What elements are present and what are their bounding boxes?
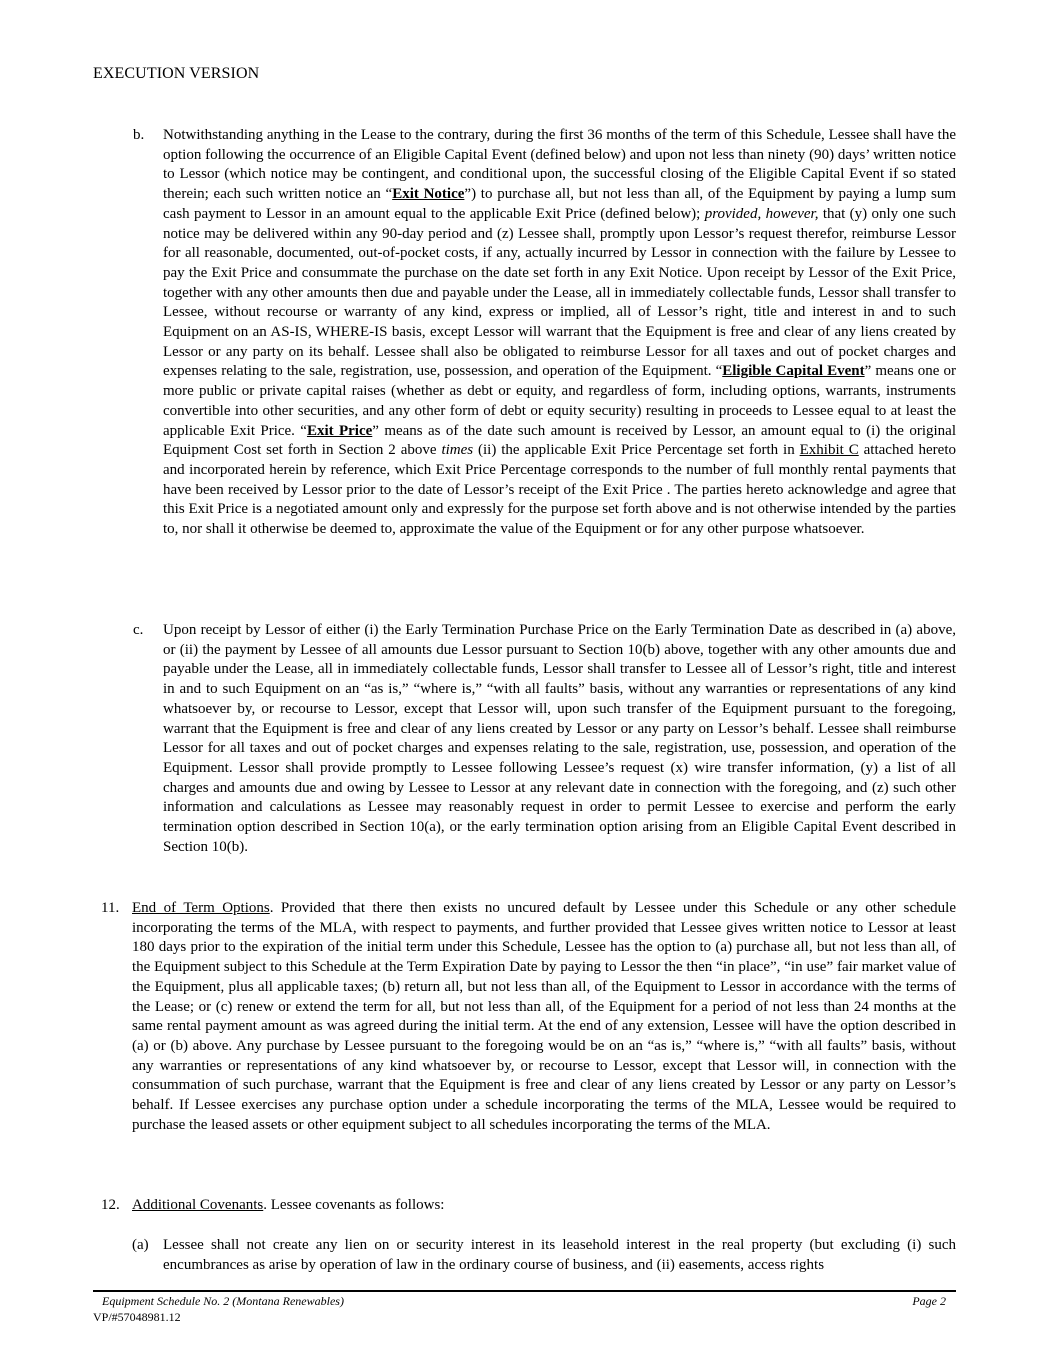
section-11-paragraph [132, 899, 956, 1135]
section-b-paragraph [163, 126, 956, 540]
section-b-text-5: ” means as of the date such amount is received by Lessor, an amount equal to (i) the original Equipment Cost set forth in Section 2 above [163, 422, 956, 459]
section-b-text-3: that (y) only one such notice may be delivered within any 90-day period and (z) Lessee shall, promptly upon Lessor’s request therefor, reimburse Lessor for all reasonable, documented, out-of-pocket costs, if any, actually incurred by Lessor in connection with the failure by Lessee to pay the Exit Price and consummate the purchase on the date set forth in any Exit Notice. Upon receipt by Lessor of the Exit Price, together with any other amounts then due and payable under the Lease, all in immediately collectable funds, Lessor shall transfer to Lessee, without recourse or warranty of any kind, express or implied, all of Lessor’s right, title and interest in and to such Equipment on an AS-IS, WHERE-IS basis, except Lessor will warrant that the Equipment is free and clear of any liens created by Lessor or any party on its behalf. Lessee shall also be obligated to reimburse Lessor for all taxes and out of pocket charges and expenses relating to the sale, registration, use, possession, and operation of the Equipment. “ [163, 205, 957, 380]
term-eligible-capital-event: Eligible Capital Event [722, 363, 865, 380]
section-c-paragraph: Upon receipt by Lessor of either (i) the Early Termination Purchase Price on the Early Termination Date as described in (a) above, or (ii) the payment by Lessee of all amounts due Lessor pursuant to Section 10(b) above, together with any other amounts due and payable under the Lease, all in immediately collectable funds, Lessor shall transfer to Lessee all of Lessor’s right, title and interest in and to such Equipment on an “as is,” “where is,” “with all faults” basis, without any warranties or representations of any kind whatsoever by, or recourse to Lessor, except that Lessor will, upon such transfer of the Equipment pursuant to the foregoing, warrant that the Equipment is free and clear of any liens created by Lessor or any party on Lessor’s behalf. Lessee shall reimburse Lessor for all taxes and out of pocket charges and expenses relating to the sale, registration, use, possession, and operation of the Equipment. Lessor shall provide promptly to Lessee following Lessee’s request (x) wire transfer information, (y) a list of all charges and amounts due and owing by Lessee to Lessor at any relevant date in connection with the foregoing, and (z) such other information and calculations as Lessee may reasonably request in order to permit Lessee to exercise and perform the early termination option described in Section 10(a), or the early termination option arising from an Eligible Capital Event described in Section 10(b). [163, 622, 956, 855]
times-italic: times [441, 442, 474, 459]
section-b-marker: b. [133, 127, 145, 143]
execution-version-label: EXECUTION VERSION [93, 65, 260, 82]
section-12-heading: Additional Covenants [132, 1197, 264, 1213]
footer-page-number: Page 2 [912, 1294, 946, 1308]
section-c-marker: c. [133, 622, 144, 638]
footer-schedule-title: Equipment Schedule No. 2 (Montana Renewables) [102, 1294, 344, 1308]
section-11-heading: End of Term Options [132, 900, 270, 916]
section-12a-paragraph: Lessee shall not create any lien on or security interest in its leasehold interest in the real property (but excluding (i) such encumbrances as arise by operation of law in the ordinary course of business, and (ii) easements, access rights [163, 1237, 956, 1273]
footer-document-id: VP/#57048981.12 [93, 1310, 181, 1324]
section-b-text-7: attached hereto and incorporated herein by reference, which Exit Price Percentage corresponds to the number of full monthly rental payments that have been received by Lessor prior to the date of Lessor’s receipt of the Exit Price . The parties hereto acknowledge and agree that this Exit Price is a negotiated amount only and expressly for the purpose set forth above and is not otherwise intended by the parties to, nor shall it otherwise be deemed to, approximate the value of the Equipment or for any other purpose whatsoever. [163, 442, 956, 538]
term-exit-notice: Exit Notice [392, 186, 465, 203]
section-11-marker: 11. [101, 900, 120, 916]
section-12a-marker: (a) [132, 1237, 149, 1253]
section-b-text-2: ”) to purchase all, but not less than all, of the Equipment by paying a lump sum cash payment to Lessor in an amount equal to the applicable Exit Price (defined below); [163, 186, 956, 222]
section-12-text: . Lessee covenants as follows: [263, 1197, 445, 1213]
section-b-text-6: (ii) the applicable Exit Price Percentage set forth in [473, 442, 800, 459]
footer-divider [93, 1290, 956, 1292]
term-exit-price: Exit Price [306, 422, 373, 439]
section-12-paragraph [132, 1196, 956, 1216]
exhibit-c-reference: Exhibit C [799, 442, 859, 459]
proviso-italic: provided, however, [704, 205, 819, 222]
section-b-text-4: ” means one or more public or private capital raises (whether as debt or equity, and regardless of form, including options, warrants, instruments convertible into other securities, and any other form of debt or equity security) resulting in proceeds to Lessee equal to at least the applicable Exit Price. “ [163, 363, 956, 439]
section-12-marker: 12. [101, 1197, 120, 1213]
section-b-text-1: Notwithstanding anything in the Lease to the contrary, during the first 36 months of the term of this Schedule, Lessee shall have the option following the occurrence of an Eligible Capital Event (defined below) and upon not less than ninety (90) days’ written notice to Lessor (which notice may be contingent, and conditional upon, the successful closing of the Eligible Capital Event if so stated therein; each such written notice an “ [163, 127, 956, 203]
section-11-text: . Provided that there then exists no uncured default by Lessee under this Schedule or any other schedule incorporating the terms of the MLA, with respect to payments, and further provided that Lessee gives written notice to Lessor at least 180 days prior to the expiration of the initial term under this Schedule, Lessee has the option to (a) purchase all, but not less than all, of the Equipment subject to this Schedule at the Term Expiration Date by paying to Lessor the then “in place”, “in use” fair market value of the Equipment, plus all applicable taxes; (b) return all, but not less than all, of the Equipment to Lessor in accordance with the terms of the Lease; or (c) renew or extend the term for all, but not less than all, of the Equipment for a period of not less than 24 months at the same rental payment amount as was agreed during the initial term. At the end of any extension, Lessee will have the option described in (a) or (b) above. Any purchase by Lessee pursuant to the foregoing would be on an “as is,” “where is,” “with all faults” basis, without any warranties or representations of any kind whatsoever by, or recourse to Lessor, except that Lessor will, in connection with the consummation of such purchase, warrant that the Equipment is free and clear of any liens created by Lessor or any party on Lessor’s behalf. If Lessee exercises any purchase option under a schedule incorporating the terms of the MLA, Lessee would be required to purchase the leased assets or other equipment subject to all schedules incorporating the terms of the MLA. [132, 900, 956, 1133]
